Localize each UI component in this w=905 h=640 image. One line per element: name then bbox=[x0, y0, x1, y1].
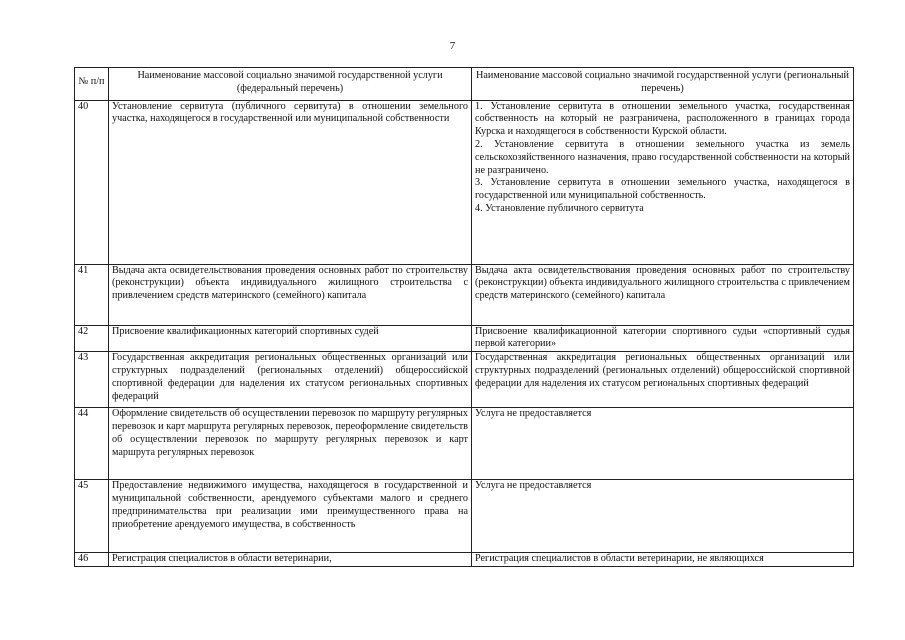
regional-service-item: 3. Установление сервитута в отношении земельного участка, находящегося в государственной или муниципальной собственность. bbox=[475, 177, 850, 202]
row-num: 46 bbox=[75, 553, 109, 567]
federal-service: Государственная аккредитация региональных общественных организаций или структурных подразделений (региональных отделений) общероссийской спортивной федерации для наделения их статусом региональных спортивных федераций bbox=[109, 352, 472, 408]
federal-service: Предоставление недвижимого имущества, находящегося в государственной и муниципальной собственности, арендуемого субъектами малого и среднего предпринимательства при реализации ими преимущественного права на приобретение арендуемого имущества, в собственность bbox=[109, 480, 472, 553]
header-num: № п/п bbox=[75, 68, 109, 101]
table-row bbox=[75, 408, 854, 480]
row-num: 41 bbox=[75, 264, 109, 325]
regional-service bbox=[472, 100, 854, 264]
regional-service-item: 2. Установление сервитута в отношении земельного участка из земель сельскохозяйственного назначения, право государственной собственности на который не разграничено. bbox=[475, 138, 850, 176]
regional-service: Услуга не предоставляется bbox=[472, 408, 854, 480]
federal-service: Выдача акта освидетельствования проведения основных работ по строительству (реконструкции) объекта индивидуального жилищного строительства с привлечением средств материнского (семейного) капитала bbox=[109, 264, 472, 325]
regional-service: Присвоение квалификационной категории спортивного судьи «спортивный судья первой категории» bbox=[472, 325, 854, 352]
services-table bbox=[74, 67, 854, 567]
row-num: 40 bbox=[75, 100, 109, 264]
row-num: 43 bbox=[75, 352, 109, 408]
federal-service: Присвоение квалификационных категорий спортивных судей bbox=[109, 325, 472, 352]
page-number: 7 bbox=[449, 40, 456, 52]
header-regional: Наименование массовой социально значимой государственной услуги (региональный перечень) bbox=[472, 68, 854, 101]
table-row bbox=[75, 480, 854, 553]
regional-service-item: 1. Установление сервитута в отношении земельного участка, государственная собственность на который не разграничена, расположенного в границах города Курска и находящегося в собственности Курской области. bbox=[475, 100, 850, 138]
header-federal: Наименование массовой социально значимой государственной услуги (федеральный перечень) bbox=[109, 68, 472, 101]
table-row bbox=[75, 325, 854, 352]
table-header-row bbox=[75, 68, 854, 101]
table-row bbox=[75, 352, 854, 408]
row-num: 45 bbox=[75, 480, 109, 553]
regional-service: Регистрация специалистов в области ветеринарии, не являющихся bbox=[472, 553, 854, 567]
regional-service: Государственная аккредитация региональных общественных организаций или структурных подразделений (региональных отделений) общероссийской спортивной федерации для наделения их статусом региональных спортивных федераций bbox=[472, 352, 854, 408]
federal-service: Оформление свидетельств об осуществлении перевозок по маршруту регулярных перевозок и карт маршрута регулярных перевозок, переоформление свидетельств об осуществлении перевозок по маршруту регулярных перевозок и карт маршрута регулярных перевозок bbox=[109, 408, 472, 480]
regional-service-item: 4. Установление публичного сервитута bbox=[475, 202, 644, 214]
row-num: 42 bbox=[75, 325, 109, 352]
table-row bbox=[75, 264, 854, 325]
table-row bbox=[75, 553, 854, 567]
regional-service: Услуга не предоставляется bbox=[472, 480, 854, 553]
federal-service: Регистрация специалистов в области ветеринарии, bbox=[109, 553, 472, 567]
table-row bbox=[75, 100, 854, 264]
federal-service: Установление сервитута (публичного сервитута) в отношении земельного участка, находящегося в государственной или муниципальной собственности bbox=[109, 100, 472, 264]
regional-service: Выдача акта освидетельствования проведения основных работ по строительству (реконструкции) объекта индивидуального жилищного строительства с привлечением средств материнского (семейного) капитала bbox=[472, 264, 854, 325]
row-num: 44 bbox=[75, 408, 109, 480]
